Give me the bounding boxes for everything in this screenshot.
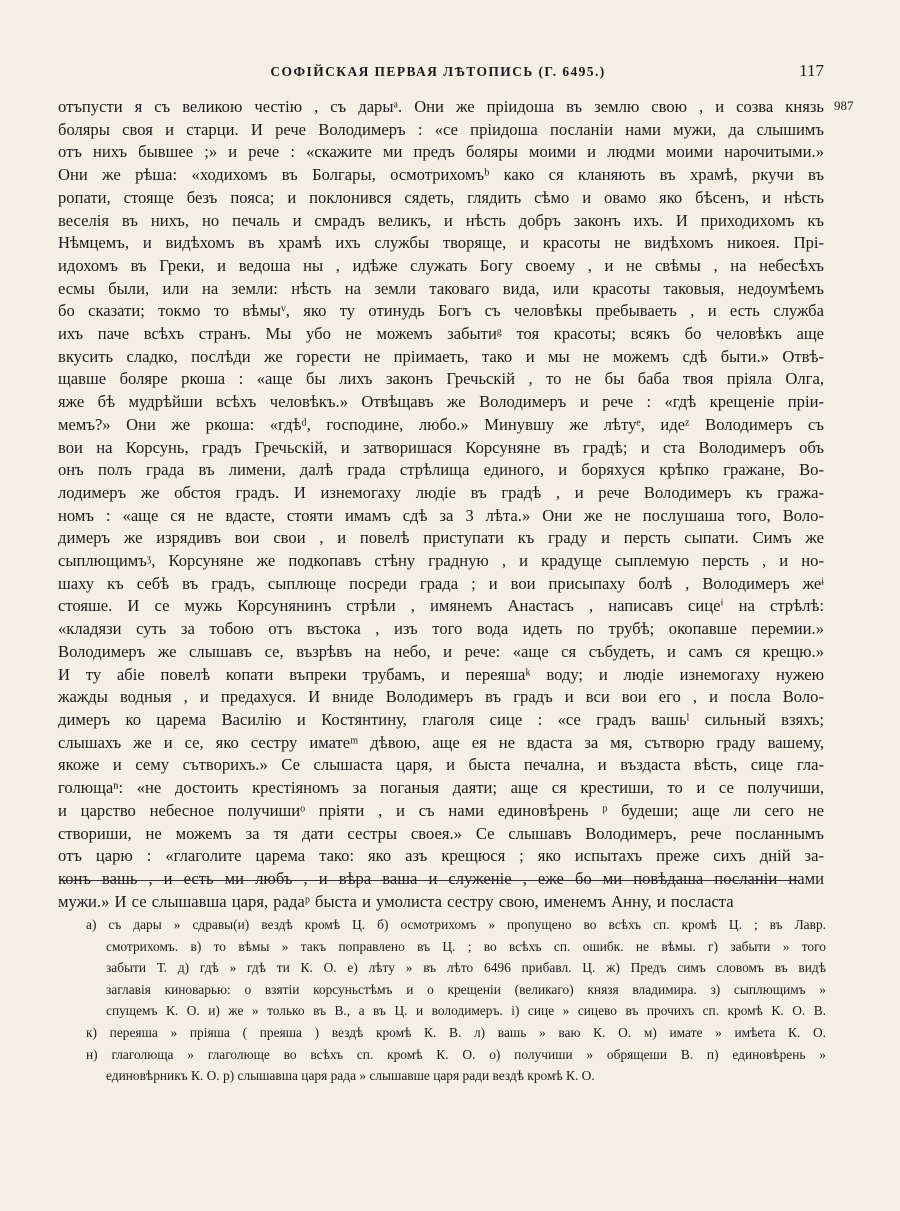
text-line: Володимеръ же слышавъ се, възрѣвъ на небо, и рече: «аще ся събудеть, и самъ ся крещю.» [58,641,824,661]
text-line: отъпусти я съ великою честію , съ дарыᵃ. Они же пріидоша въ землю свою , и созва князь [58,97,824,116]
page-number: 117 [799,61,824,80]
footnote-line: к) переяша » пріяша ( преяша ) вездѣ кромѣ К. В. л) вашь » ваю К. О. м) имате » имѣета К. О. [86,1024,826,1040]
text-line: Они же рѣша: «ходихомъ въ Болгары, осмотрихомъᵇ како ся кланяють въ храмѣ, ркучи въ [58,165,824,185]
text-line: боляры своя и старци. И рече Володимеръ : «се пріидоша посланіи нами мужи, да слышимъ [58,119,824,139]
text-line: стояше. И се мужь Корсунянинъ стрѣли , имянемъ Анастасъ , написавъ сицеⁱ на стрѣлѣ: [58,596,824,616]
running-head: СОФІЙСКАЯ ПЕРВАЯ ЛѢТОПИСЬ (Г. 6495.) [270,64,606,79]
footnote-line: а) съ дары » сдравы(и) вездѣ кромѣ Ц. б) осмотрихомъ » пропущено во всѣхъ сп. кромѣ Ц. ; въ Лавр. [86,917,826,932]
text-line: слышахъ же и се, яко сестру иматеᵐ дѣвою, аще ея не вдаста за мя, сътворю граду вашему, [58,732,824,752]
text-line: шаху къ себѣ въ градъ, сыплюще посреди града ; и вои присыпаху болѣ , Володимеръ жеᶤ [58,573,824,593]
footnote-line: забыти Т. д) гдѣ » гдѣ ти К. О. е) лѣту » въ лѣто 6496 прибавл. Ц. ж) Предъ симъ словомъ въ видѣ [106,960,826,976]
footnote-divider [60,880,800,881]
text-line: онъ полъ града въ лимени, далѣ града стрѣлища единого, и боряхуся крѣпко гражане, Во- [58,460,824,480]
text-line: идохомъ въ Греки, и ведоша ны , идѣже служать Богу своему , и не свѣмы , на небесѣхъ [58,255,824,275]
text-line: голющаⁿ: «не достоить крестіяномъ за поганыя даяти; аще ся крестиши, то и се получиши, [58,778,824,798]
footnote-line: заглавія киноварью: о взятіи корсуньстѣмъ и о крещеніи (великаго) князя владимира. з) сыплющимъ » [106,981,826,997]
text-line: и царство небесное получишиᵒ пріяти , и съ нами единовѣрень ᵖ будеши; аще ли сего не [58,800,824,820]
text-line: Нѣмцемъ, и видѣхомъ въ храмѣ ихъ службы творяще, и красоты не видѣхомъ никоея. Прі- [58,233,824,253]
text-line: бо сказати; токмо то вѣмыᵛ, яко ту отинудь Богъ съ человѣкы пребываеть , и есть служба [58,301,824,321]
footnotes-block [86,914,826,1087]
text-line: мемъ?» Они же ркоша: «гдѣᵈ, господине, любо.» Минувшу же лѣтуᵉ, идеᶻ Володимеръ съ [58,414,824,434]
text-line: веселія въ нихъ, но печаль и смрадъ великъ, и нѣсть добръ законъ ихъ. И приходихомъ къ [58,210,824,230]
text-line: отъ царю : «глаголите царема тако: яко азъ крещюся ; яко испытахъ преже сихъ дній за- [58,846,824,866]
footnote-line: н) глаголюща » глаголюще во всѣхъ сп. кромѣ К. О. о) получиши » обрящеши В. п) единовѣрень » [86,1046,826,1062]
text-line: «кладязи суть за тобою отъ въстока , изъ того вода идеть по трубѣ; окопавше перемии.» [58,619,824,639]
text-line: створиши, не можемъ за тя дати сестры своея.» Се слышавъ Володимеръ, рече посланнымъ [58,823,824,843]
text-line: якоже и сему сътворихъ.» Се слышаста царя, и быста печална, и въздаста вѣсть, сице гла- [58,755,824,775]
text-line: И ту абіе повелѣ копати въпреки трубамъ, и переяшаᵏ воду; и людіе изнемогаху нужею [58,664,824,684]
text-line: ропати, стояще безъ пояса; и поклонився сядеть, глядить сѣмо и овамо яко бѣсенъ, и нѣсть [58,187,824,207]
text-line: яже бѣ мудрѣйши всѣхъ человѣкъ.» Отвѣщавъ же Володимеръ и рече : «гдѣ крещеніе пріи- [58,392,824,412]
main-text-body [58,96,824,913]
text-line: отъ нихъ бывшее ;» и рече : «скажите ми предъ боляры моими и людми моими нарочитыми.» [58,142,824,162]
text-line: вои на Корсунь, градъ Гречьскій, и затворишася Корсуняне въ градѣ; и ста Володимеръ объ [58,437,824,457]
text-line: димеръ ко царема Василію и Костянтину, глаголя сице : «се градъ вашьˡ сильный взяхъ; [58,709,824,729]
text-line: ихъ паче всѣхъ странъ. Мы убо не можемъ забытиᵍ тоя красоты; всякъ бо человѣкъ аще [58,324,824,344]
text-line: вкусить сладко, послѣди же горести не пріимаеть, тако и мы не можемъ сдѣ быти.» Отвѣ- [58,346,824,366]
text-line: лодимеръ же обстоя градъ. И изнемогаху людіе въ градѣ , и рече Володимеръ къ гража- [58,482,824,502]
footnote-line: единовѣрникъ К. О. р) слышавша царя рада » слышавше царя ради вездѣ кромѣ К. О. [106,1068,595,1084]
page-header [52,61,824,84]
text-line: мужи.» И се слышавша царя, радаᵖ быста и умолиста сестру свою, именемъ Анну, и посласта [58,891,734,911]
text-line: жажды водныя , и предахуся. И вниде Володимеръ въ градъ и вси вои его , и посла Воло- [58,687,824,707]
text-line: димеръ же изрядивъ вои свои , и повелѣ приступати къ граду и персть сыпати. Симъ же [58,528,824,548]
text-line: щавше боляре ркоша : «аще бы лихъ законъ Гречьскій , то не бы баба твоя пріяла Олга, [58,369,824,389]
margin-year-note: 987 [834,98,854,113]
text-line: номъ : «аще ся не вдасте, стояти имамъ сдѣ за 3 лѣта.» Они же не послушаша того, Воло- [58,505,824,525]
text-line: сыплющимъᶾ, Корсуняне же подкопавъ стѣну градную , и крадуще сыплемую персть , и но- [58,551,824,571]
text-line: конъ вашь , и есть ми любъ , и вѣра ваша и служеніе , еже бо ми повѣдаша посланіи нами [58,868,824,888]
footnote-line: спущемъ К. О. и) же » только въ В., а въ Ц. и володимеръ. і) сице » сицево въ прочихъ сп. кромѣ К. О. В. [106,1003,826,1019]
footnote-line: смотрихомъ. в) то вѣмы » такъ поправлено въ Ц. ; во всѣхъ сп. ошибк. не вѣмы. г) забыти » того [106,938,826,954]
text-line: есмы были, или на земли: нѣсть на земли таковаго вида, или красоты таковыя, недоумѣемъ [58,278,824,298]
